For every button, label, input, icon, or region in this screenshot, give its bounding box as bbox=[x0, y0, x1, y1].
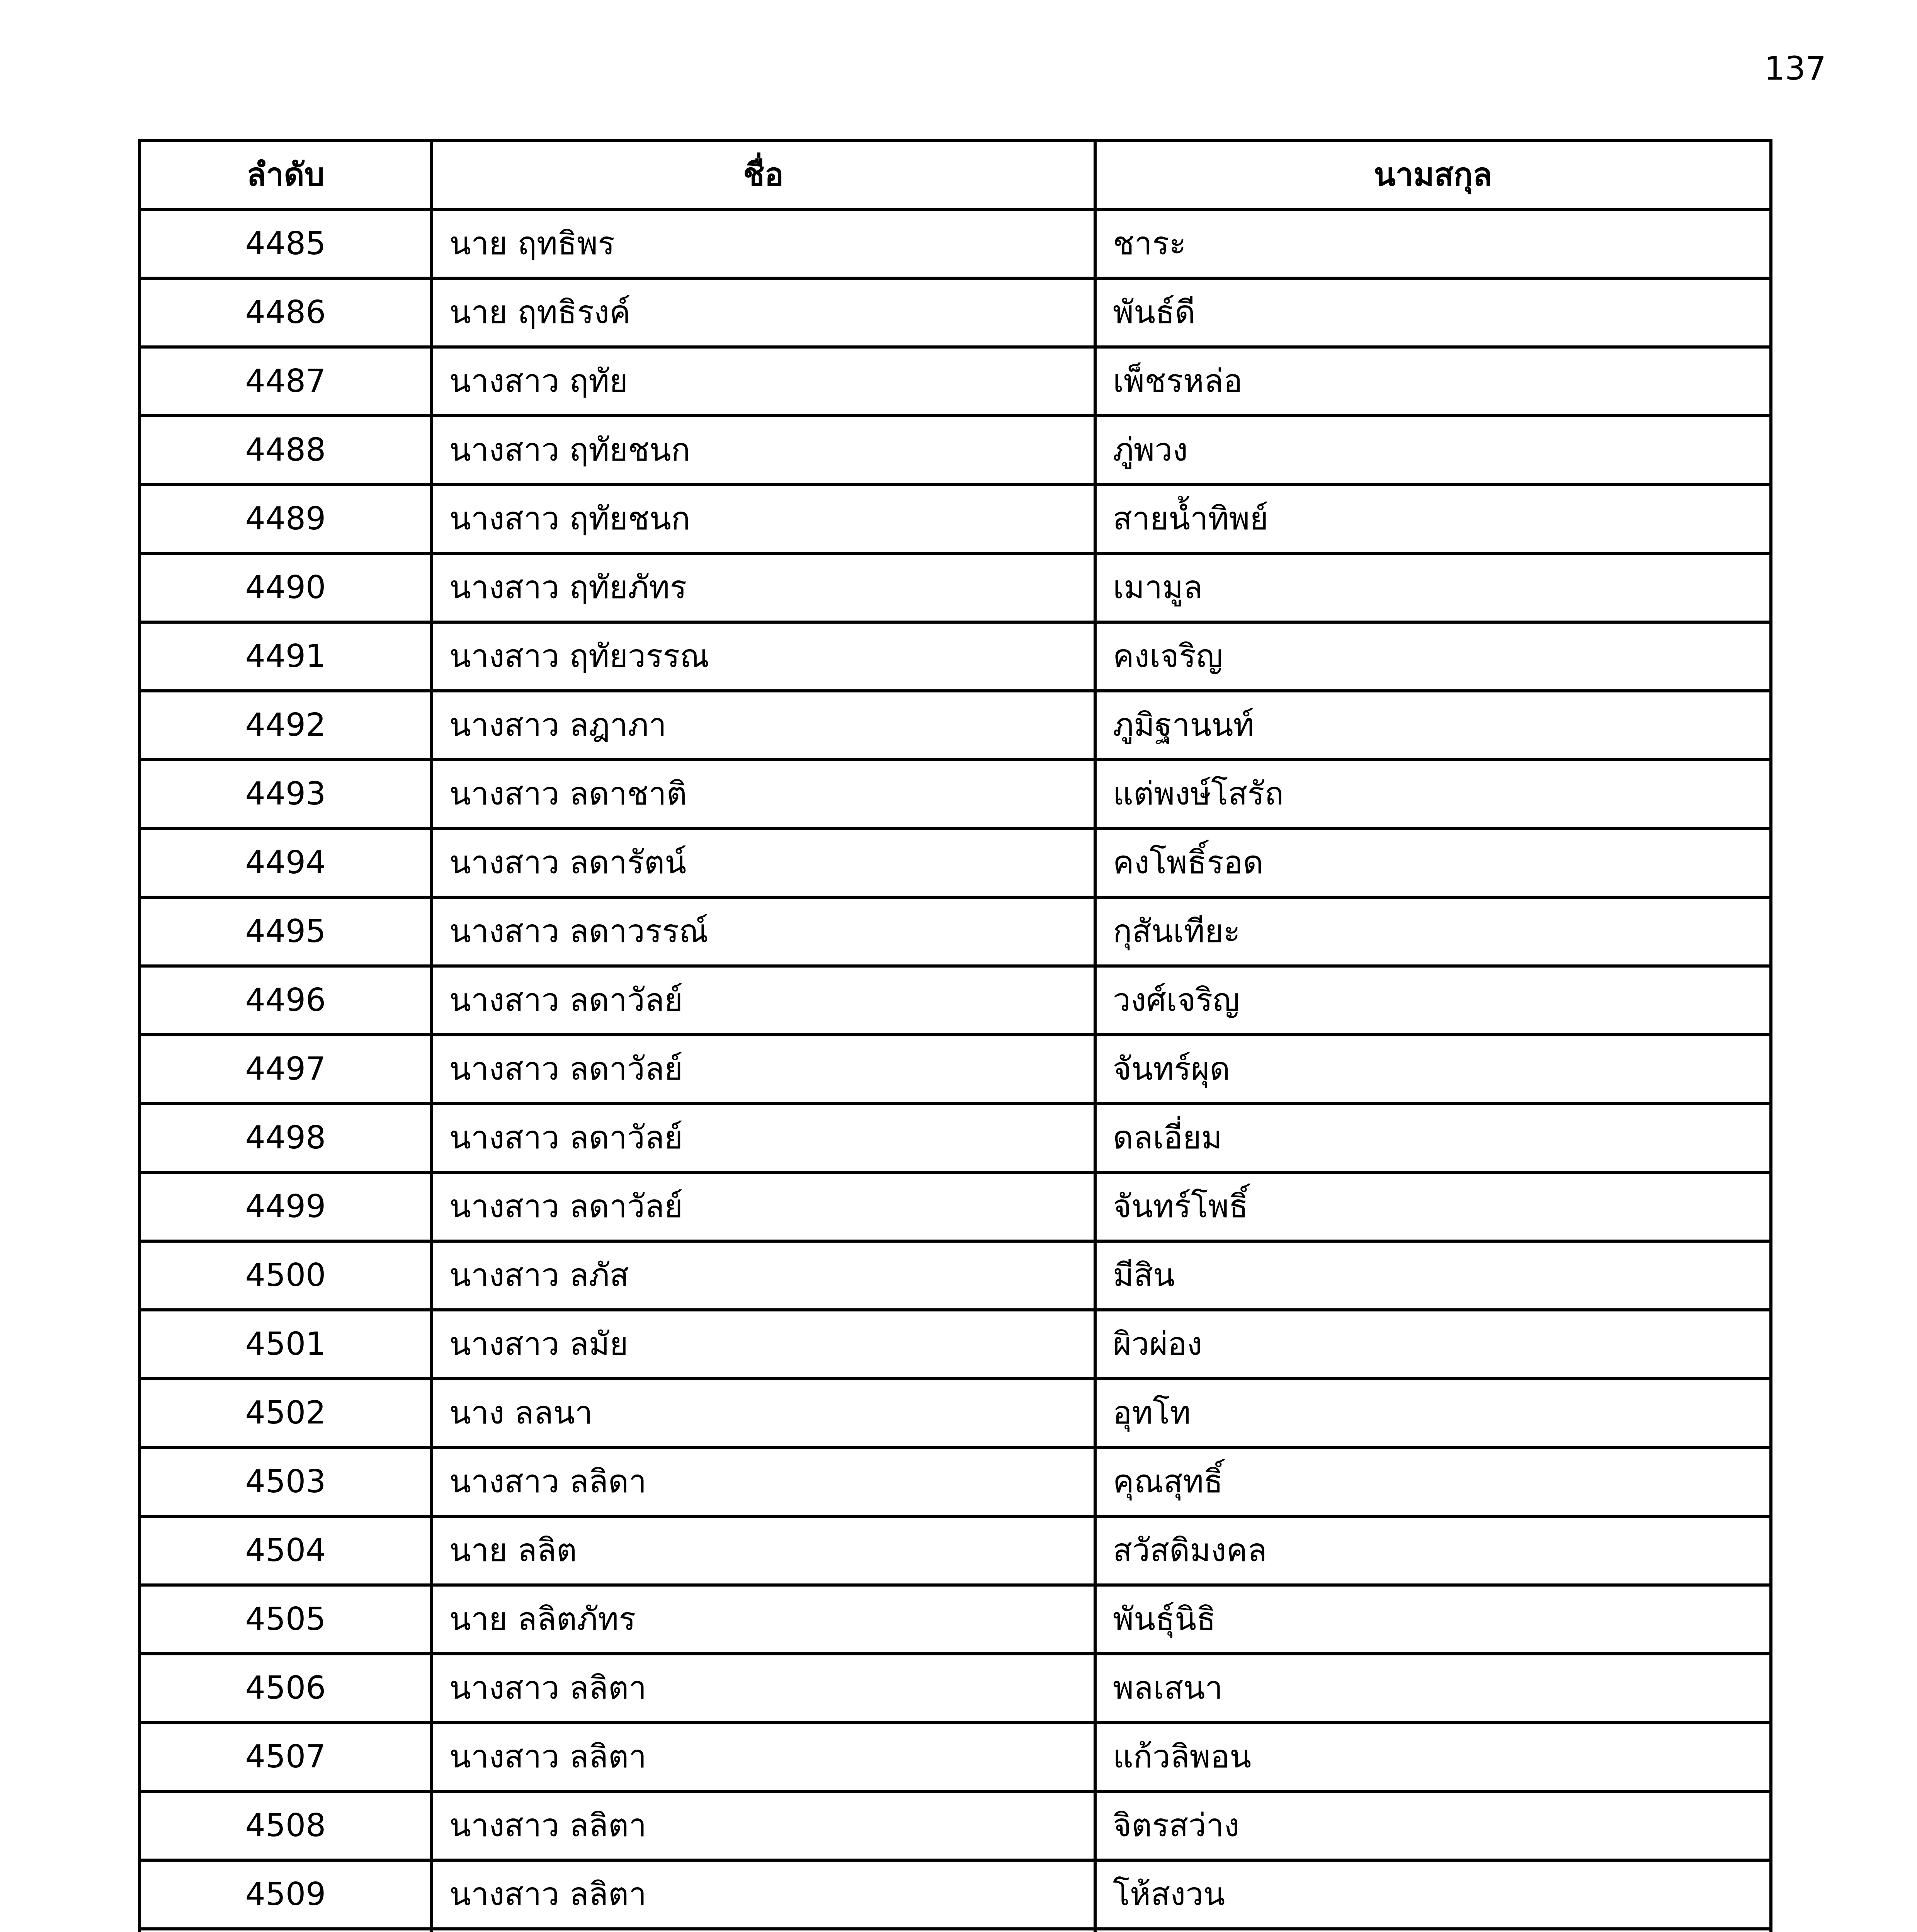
cell-first-value: นางสาว ฤทัยภัทร bbox=[432, 553, 1095, 622]
table-row bbox=[139, 485, 1771, 553]
cell-first-value: นางสาว ลลิตา bbox=[432, 1654, 1095, 1723]
cell-first-value: นางสาว ฤทัย bbox=[432, 347, 1095, 416]
table-row bbox=[139, 1585, 1771, 1654]
cell-first-value: นางสาว ลฎาภา bbox=[432, 691, 1095, 760]
cell-last-value: สายน้ำทิพย์ bbox=[1095, 485, 1771, 553]
cell-first-value: นาย ฤทธิรงค์ bbox=[432, 278, 1095, 347]
table-header-row bbox=[139, 141, 1771, 209]
table-row bbox=[139, 1241, 1771, 1310]
cell-last-value: จันทร์โพธิ์ bbox=[1095, 1172, 1771, 1241]
cell-no-value: 4509 bbox=[139, 1860, 432, 1929]
cell-first-value: นางสาว ลมัย bbox=[432, 1310, 1095, 1379]
cell-no-value: 4502 bbox=[139, 1379, 432, 1447]
cell-no-value: 4495 bbox=[139, 897, 432, 966]
cell-no-value: 4485 bbox=[139, 209, 432, 278]
table-row bbox=[139, 1929, 1771, 1932]
cell-last-value: สวัสดิมงคล bbox=[1095, 1516, 1771, 1585]
cell-no-value: 4488 bbox=[139, 416, 432, 485]
cell-last-value: แต่พงษ์โสรัถ bbox=[1095, 760, 1771, 828]
name-list-table bbox=[138, 139, 1772, 1932]
cell-last-value: อุทโท bbox=[1095, 1379, 1771, 1447]
table-row bbox=[139, 1723, 1771, 1791]
cell-no-value: 4498 bbox=[139, 1104, 432, 1172]
cell-no-value bbox=[139, 1929, 432, 1932]
cell-last-value: พันธ์ดี bbox=[1095, 278, 1771, 347]
cell-last-value: คงเจริญ bbox=[1095, 622, 1771, 691]
table-row bbox=[139, 1104, 1771, 1172]
cell-last-value: เมามูล bbox=[1095, 553, 1771, 622]
cell-first-value: นางสาว ลดาวัลย์ bbox=[432, 1172, 1095, 1241]
cell-no-value: 4487 bbox=[139, 347, 432, 416]
cell-first-value: นางสาว ลดาชาติ bbox=[432, 760, 1095, 828]
table-row bbox=[139, 1447, 1771, 1516]
table-row bbox=[139, 347, 1771, 416]
table-row bbox=[139, 691, 1771, 760]
cell-no-value: 4506 bbox=[139, 1654, 432, 1723]
cell-last-value: จิตรสว่าง bbox=[1095, 1791, 1771, 1860]
table-row bbox=[139, 1379, 1771, 1447]
cell-first-value: นางสาว ลดาวัลย์ bbox=[432, 1104, 1095, 1172]
header-last-name: นามสกุล bbox=[1095, 141, 1771, 209]
table-row bbox=[139, 416, 1771, 485]
cell-first-value: นางสาว ฤทัยชนก bbox=[432, 485, 1095, 553]
cell-no-value: 4500 bbox=[139, 1241, 432, 1310]
cell-last-value bbox=[1095, 1929, 1771, 1932]
table-row bbox=[139, 278, 1771, 347]
cell-no-value: 4505 bbox=[139, 1585, 432, 1654]
cell-no-value: 4507 bbox=[139, 1723, 432, 1791]
cell-first-value bbox=[432, 1929, 1095, 1932]
table-row bbox=[139, 897, 1771, 966]
table-body bbox=[139, 209, 1771, 1932]
cell-last-value: วงศ์เจริญ bbox=[1095, 966, 1771, 1035]
cell-first-value: นางสาว ลดารัตน์ bbox=[432, 828, 1095, 897]
cell-no-value: 4499 bbox=[139, 1172, 432, 1241]
cell-no-value: 4486 bbox=[139, 278, 432, 347]
table-row bbox=[139, 209, 1771, 278]
cell-last-value: ชาระ bbox=[1095, 209, 1771, 278]
cell-first-value: นางสาว ลดาวัลย์ bbox=[432, 966, 1095, 1035]
table-row bbox=[139, 760, 1771, 828]
cell-no-value: 4496 bbox=[139, 966, 432, 1035]
cell-last-value: ผิวผ่อง bbox=[1095, 1310, 1771, 1379]
table-row bbox=[139, 1654, 1771, 1723]
table-row bbox=[139, 1310, 1771, 1379]
cell-last-value: โห้สงวน bbox=[1095, 1860, 1771, 1929]
cell-first-value: นางสาว ลภัส bbox=[432, 1241, 1095, 1310]
header-no: ลำดับ bbox=[139, 141, 432, 209]
cell-last-value: ภูมิฐานนท์ bbox=[1095, 691, 1771, 760]
cell-first-value: นางสาว ลลิตา bbox=[432, 1860, 1095, 1929]
cell-first-value: นางสาว ลดาวรรณ์ bbox=[432, 897, 1095, 966]
table-row bbox=[139, 1516, 1771, 1585]
cell-last-value: คงโพธิ์รอด bbox=[1095, 828, 1771, 897]
cell-no-value: 4501 bbox=[139, 1310, 432, 1379]
cell-first-value: นาง ลลนา bbox=[432, 1379, 1095, 1447]
cell-last-value: เพ็ชรหล่อ bbox=[1095, 347, 1771, 416]
cell-no-value: 4490 bbox=[139, 553, 432, 622]
table-row bbox=[139, 828, 1771, 897]
cell-first-value: นางสาว ฤทัยชนก bbox=[432, 416, 1095, 485]
cell-last-value: แก้วลิพอน bbox=[1095, 1723, 1771, 1791]
cell-first-value: นาย ลลิต bbox=[432, 1516, 1095, 1585]
cell-no-value: 4492 bbox=[139, 691, 432, 760]
cell-first-value: นางสาว ลลิตา bbox=[432, 1723, 1095, 1791]
cell-last-value: ดลเอี่ยม bbox=[1095, 1104, 1771, 1172]
table-row bbox=[139, 1035, 1771, 1104]
cell-last-value: จันทร์ผุด bbox=[1095, 1035, 1771, 1104]
cell-no-value: 4493 bbox=[139, 760, 432, 828]
cell-no-value: 4494 bbox=[139, 828, 432, 897]
cell-last-value: ภู่พวง bbox=[1095, 416, 1771, 485]
cell-first-value: นาย ลลิตภัทร bbox=[432, 1585, 1095, 1654]
table-row bbox=[139, 553, 1771, 622]
page-number: 137 bbox=[1764, 49, 1826, 87]
cell-no-value: 4508 bbox=[139, 1791, 432, 1860]
cell-no-value: 4504 bbox=[139, 1516, 432, 1585]
cell-no-value: 4491 bbox=[139, 622, 432, 691]
cell-last-value: มีสิน bbox=[1095, 1241, 1771, 1310]
cell-last-value: กุสันเทียะ bbox=[1095, 897, 1771, 966]
cell-no-value: 4497 bbox=[139, 1035, 432, 1104]
cell-last-value: คุณสุทธิ์ bbox=[1095, 1447, 1771, 1516]
cell-no-value: 4489 bbox=[139, 485, 432, 553]
cell-no-value: 4503 bbox=[139, 1447, 432, 1516]
table-row bbox=[139, 1860, 1771, 1929]
cell-last-value: พลเสนา bbox=[1095, 1654, 1771, 1723]
table-row bbox=[139, 1172, 1771, 1241]
cell-last-value: พันธุ์นิธิ bbox=[1095, 1585, 1771, 1654]
cell-first-value: นางสาว ฤทัยวรรณ bbox=[432, 622, 1095, 691]
table-row bbox=[139, 966, 1771, 1035]
cell-first-value: นาย ฤทธิพร bbox=[432, 209, 1095, 278]
cell-first-value: นางสาว ลดาวัลย์ bbox=[432, 1035, 1095, 1104]
header-first-name: ชื่อ bbox=[432, 141, 1095, 209]
table-row bbox=[139, 622, 1771, 691]
cell-first-value: นางสาว ลลิตา bbox=[432, 1791, 1095, 1860]
table-row bbox=[139, 1791, 1771, 1860]
cell-first-value: นางสาว ลลิดา bbox=[432, 1447, 1095, 1516]
